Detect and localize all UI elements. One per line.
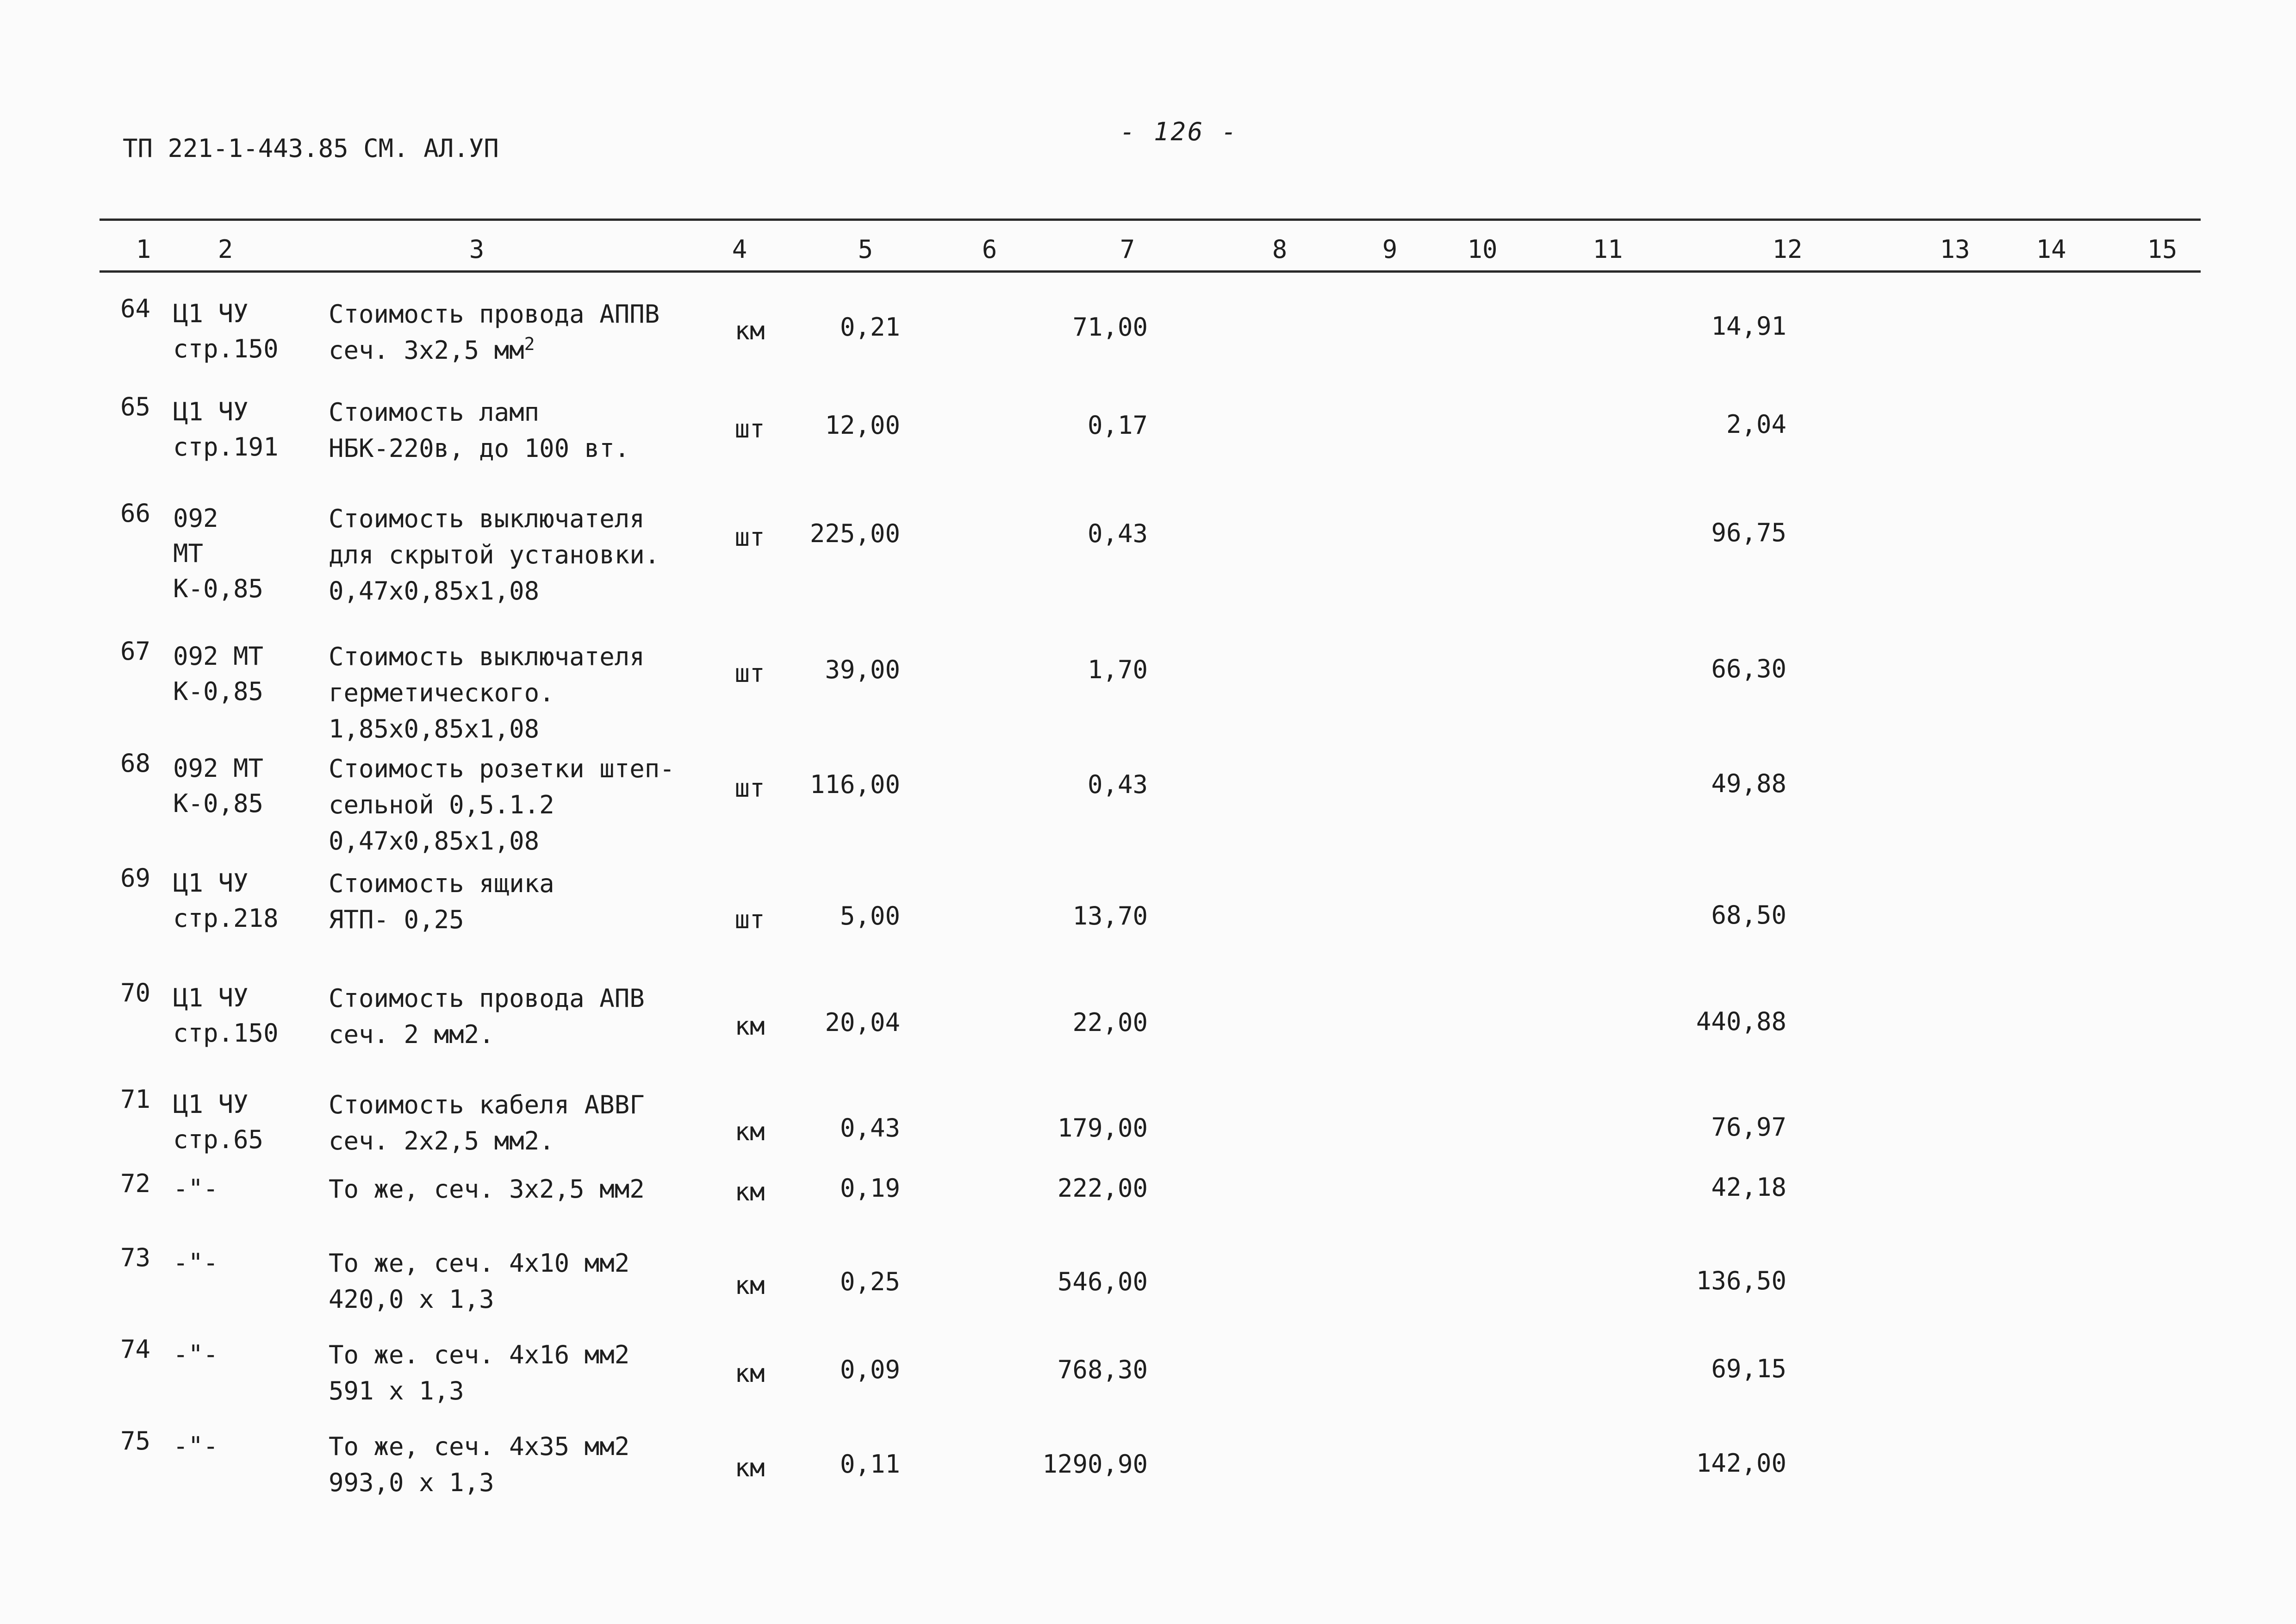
description-text: Стоимость выключателя — [329, 642, 645, 671]
quantity: 0,11 — [840, 1449, 900, 1479]
description-text: То же, сеч. 4х10 мм2 — [329, 1249, 630, 1278]
column-header-15: 15 — [2147, 235, 2178, 264]
reference-code — [173, 394, 279, 465]
unit-price: 1,70 — [1087, 655, 1148, 684]
quantity: 225,00 — [809, 519, 900, 548]
reference-line: 092 МТ — [173, 642, 264, 671]
description-line — [329, 675, 645, 711]
row-number: 64 — [120, 294, 150, 323]
table-row — [0, 637, 2296, 743]
description-text: сеч. 3х2,5 мм — [329, 336, 524, 365]
quantity: 0,21 — [840, 312, 900, 342]
total-cost: 76,97 — [1711, 1112, 1786, 1142]
unit-price: 179,00 — [1057, 1113, 1148, 1143]
description-text: То же. сеч. 4х16 мм2 — [329, 1340, 630, 1369]
row-number: 65 — [120, 392, 150, 421]
description-line — [329, 537, 660, 573]
unit-price: 0,17 — [1087, 411, 1148, 440]
description — [329, 1429, 629, 1501]
quantity: 0,09 — [840, 1355, 900, 1384]
reference-line: -"- — [173, 1431, 218, 1461]
table-row — [0, 978, 2296, 1064]
description — [329, 639, 645, 747]
unit: шт — [734, 905, 765, 934]
description-text: Стоимость провода АПВ — [329, 984, 645, 1013]
unit: км — [734, 1177, 765, 1206]
total-cost: 440,88 — [1696, 1007, 1786, 1036]
unit: км — [734, 1117, 765, 1146]
description-line — [329, 1429, 629, 1465]
total-cost: 68,50 — [1711, 900, 1786, 930]
unit-price: 546,00 — [1057, 1267, 1148, 1296]
description-line — [329, 1373, 629, 1409]
column-header-10: 10 — [1467, 235, 1498, 264]
description — [329, 866, 554, 938]
description-line — [329, 981, 645, 1017]
unit-price: 0,43 — [1087, 519, 1148, 548]
description-text: То же, сеч. 3х2,5 мм2 — [329, 1174, 645, 1204]
description — [329, 501, 660, 609]
reference-line: -"- — [173, 1340, 218, 1369]
column-header-8: 8 — [1272, 235, 1288, 264]
reference-line: стр.150 — [173, 1018, 279, 1048]
description-line — [329, 823, 675, 859]
description-line — [329, 1017, 645, 1053]
reference-line: К-0,85 — [173, 789, 264, 818]
quantity: 39,00 — [825, 655, 900, 684]
unit-price: 13,70 — [1072, 901, 1148, 931]
reference-line: Ц1 ЧУ — [173, 1090, 249, 1119]
row-number: 72 — [120, 1169, 150, 1198]
column-header-2: 2 — [218, 235, 233, 264]
reference-line: Ц1 ЧУ — [173, 868, 249, 898]
description-text: для скрытой установки. — [329, 540, 660, 569]
quantity: 20,04 — [825, 1008, 900, 1037]
reference-line: Ц1 ЧУ — [173, 397, 249, 426]
description-line — [329, 573, 660, 609]
unit: км — [734, 1359, 765, 1388]
total-cost: 96,75 — [1711, 518, 1786, 547]
table-row — [0, 749, 2296, 856]
reference-line: 092 МТ — [173, 754, 264, 783]
unit: км — [734, 1453, 765, 1482]
description-line — [329, 1123, 645, 1159]
unit: км — [734, 1012, 765, 1041]
description-line — [329, 639, 645, 675]
page-number: - 126 - — [1120, 117, 1238, 146]
description-text: 0,47х0,85х1,08 — [329, 826, 540, 856]
unit: км — [734, 316, 765, 345]
description-text: 591 х 1,3 — [329, 1376, 464, 1405]
reference-code — [173, 296, 279, 367]
reference-code — [173, 1337, 218, 1372]
description-text: Стоимость розетки штеп- — [329, 754, 675, 783]
table-row — [0, 1171, 2296, 1255]
column-header-5: 5 — [858, 235, 873, 264]
quantity: 0,25 — [840, 1267, 900, 1296]
description-line — [329, 1087, 645, 1123]
quantity: 0,19 — [840, 1174, 900, 1203]
unit-price: 222,00 — [1057, 1174, 1148, 1203]
description-line — [329, 394, 629, 431]
description-line — [329, 787, 675, 823]
description — [329, 394, 629, 467]
reference-code — [173, 751, 263, 821]
reference-line: -"- — [173, 1174, 218, 1203]
description-line — [329, 501, 660, 537]
description-text: Стоимость провода АППВ — [329, 300, 660, 329]
description-text: герметического. — [329, 678, 554, 707]
total-cost: 66,30 — [1711, 654, 1786, 683]
table-row — [0, 1426, 2296, 1512]
description-text: ЯТП- 0,25 — [329, 905, 464, 934]
description-line — [329, 431, 629, 467]
reference-line: Ц1 ЧУ — [173, 299, 249, 328]
reference-line: 092 — [173, 504, 218, 533]
reference-line: К-0,85 — [173, 574, 264, 603]
quantity: 116,00 — [809, 770, 900, 799]
description-text: Стоимость кабеля АВВГ — [329, 1090, 645, 1119]
total-cost: 142,00 — [1696, 1449, 1786, 1478]
description-text: сеч. 2х2,5 мм2. — [329, 1126, 554, 1156]
description-line — [329, 866, 554, 902]
description-line — [329, 332, 660, 369]
superscript: 2 — [524, 334, 535, 354]
quantity: 0,43 — [840, 1113, 900, 1143]
description-line — [329, 751, 675, 787]
description — [329, 296, 660, 369]
column-header-4: 4 — [732, 235, 747, 264]
description-line — [329, 1281, 629, 1318]
reference-code — [173, 501, 263, 606]
reference-line: стр.65 — [173, 1125, 264, 1154]
row-number: 74 — [120, 1335, 150, 1364]
table-row — [0, 1337, 2296, 1420]
total-cost: 49,88 — [1711, 769, 1786, 798]
unit-price: 0,43 — [1087, 770, 1148, 799]
reference-code — [173, 981, 279, 1051]
table-row — [0, 1087, 2296, 1170]
unit-price: 71,00 — [1072, 312, 1148, 342]
unit: шт — [734, 659, 765, 688]
total-cost: 14,91 — [1711, 312, 1786, 341]
row-number: 67 — [120, 637, 150, 666]
reference-code — [173, 639, 263, 709]
unit-price: 768,30 — [1057, 1355, 1148, 1384]
reference-code — [173, 1087, 263, 1157]
description-text: Стоимость ящика — [329, 869, 554, 898]
description-line — [329, 1171, 645, 1207]
column-header-3: 3 — [469, 235, 485, 264]
header-bottom-rule — [100, 270, 2201, 273]
document-code: ТП 221-1-443.85 СМ. АЛ.УП — [123, 134, 499, 163]
table-row — [0, 863, 2296, 949]
table-row — [0, 499, 2296, 606]
row-number: 71 — [120, 1085, 150, 1114]
description-text: 420,0 х 1,3 — [329, 1285, 494, 1314]
description-line — [329, 1245, 629, 1281]
table-row — [0, 1245, 2296, 1329]
unit: шт — [734, 414, 765, 443]
table-top-rule — [100, 219, 2201, 221]
quantity: 12,00 — [825, 411, 900, 440]
description-text: То же, сеч. 4х35 мм2 — [329, 1432, 630, 1461]
column-header-12: 12 — [1772, 235, 1803, 264]
description — [329, 981, 645, 1053]
column-header-7: 7 — [1120, 235, 1135, 264]
reference-line: -"- — [173, 1248, 218, 1277]
row-number: 66 — [120, 499, 150, 528]
row-number: 73 — [120, 1243, 150, 1272]
reference-line: стр.150 — [173, 334, 279, 363]
description-text: Стоимость выключателя — [329, 504, 645, 533]
description-line — [329, 902, 554, 938]
unit: км — [734, 1271, 765, 1300]
column-header-1: 1 — [136, 235, 151, 264]
total-cost: 42,18 — [1711, 1173, 1786, 1202]
column-header-9: 9 — [1382, 235, 1398, 264]
description-text: 0,47х0,85х1,08 — [329, 576, 540, 606]
description-text: 993,0 х 1,3 — [329, 1468, 494, 1497]
row-number: 75 — [120, 1426, 150, 1455]
total-cost: 69,15 — [1711, 1354, 1786, 1383]
description — [329, 1245, 629, 1318]
reference-code — [173, 1245, 218, 1280]
column-header-14: 14 — [2036, 235, 2066, 264]
unit: шт — [734, 523, 765, 552]
column-header-6: 6 — [982, 235, 997, 264]
description — [329, 751, 675, 859]
unit: шт — [734, 774, 765, 803]
unit-price: 1290,90 — [1042, 1449, 1148, 1479]
description-line — [329, 711, 645, 747]
reference-line: стр.191 — [173, 432, 279, 462]
column-header-11: 11 — [1593, 235, 1623, 264]
row-number: 70 — [120, 978, 150, 1007]
description-text: Стоимость ламп — [329, 398, 540, 427]
description — [329, 1337, 629, 1409]
unit-price: 22,00 — [1072, 1008, 1148, 1037]
description-line — [329, 1465, 629, 1501]
reference-code — [173, 1171, 218, 1206]
total-cost: 136,50 — [1696, 1266, 1786, 1295]
quantity: 5,00 — [840, 901, 900, 931]
reference-line: стр.218 — [173, 904, 279, 933]
row-number: 68 — [120, 749, 150, 778]
column-header-13: 13 — [1940, 235, 1970, 264]
description — [329, 1087, 645, 1159]
description-text: 1,85х0,85х1,08 — [329, 714, 540, 743]
description-text: сельной 0,5.1.2 — [329, 790, 554, 819]
reference-line: МТ — [173, 539, 204, 568]
description-line — [329, 1337, 629, 1373]
reference-code — [173, 866, 279, 936]
description — [329, 1171, 645, 1207]
reference-line: К-0,85 — [173, 677, 264, 706]
description-line — [329, 296, 660, 332]
table-row — [0, 394, 2296, 478]
description-text: НБК-220в, до 100 вт. — [329, 434, 630, 463]
description-text: сеч. 2 мм2. — [329, 1020, 494, 1049]
row-number: 69 — [120, 863, 150, 893]
total-cost: 2,04 — [1726, 410, 1786, 439]
reference-line: Ц1 ЧУ — [173, 983, 249, 1012]
reference-code — [173, 1429, 218, 1464]
table-row — [0, 296, 2296, 380]
